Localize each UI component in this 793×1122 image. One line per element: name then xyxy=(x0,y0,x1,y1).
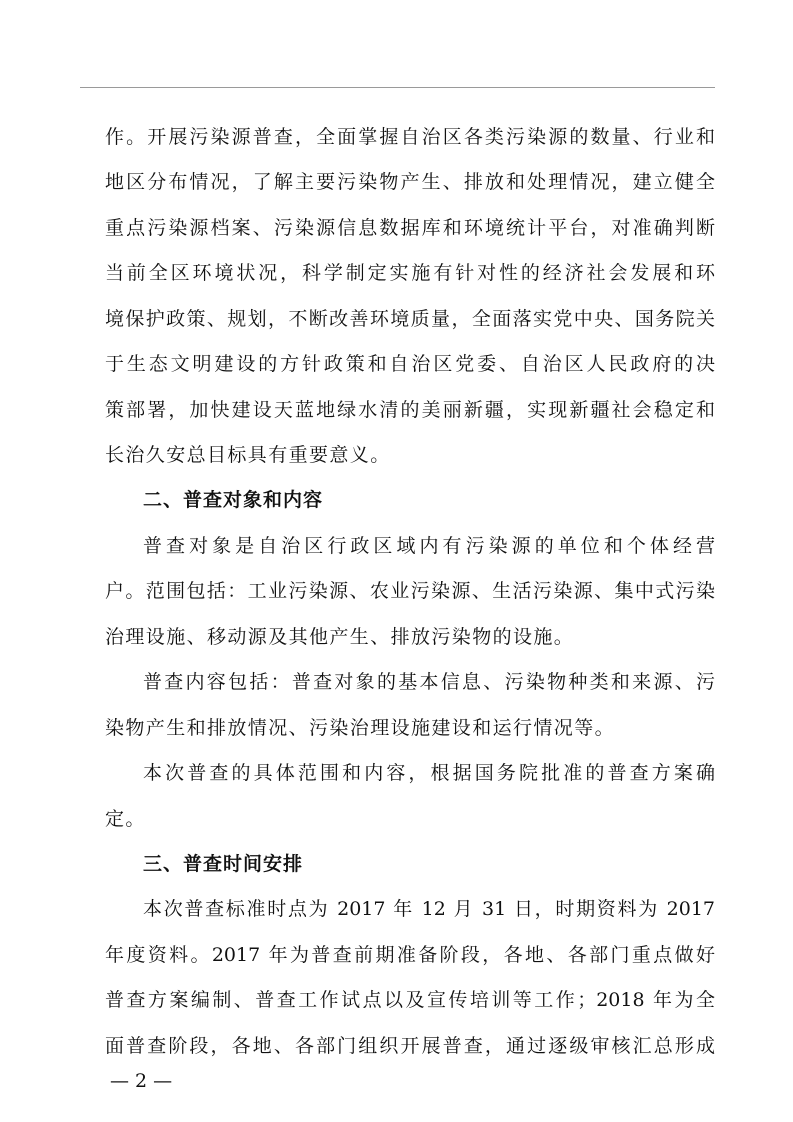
body-line: 本次普查的具体范围和内容，根据国务院批准的普查方案确 xyxy=(143,762,715,784)
page-number: — 2 — xyxy=(110,1070,173,1092)
section-heading: 二、普查对象和内容 xyxy=(143,489,324,511)
body-line: 普查方案编制、普查工作试点以及宣传培训等工作；2018 年为全 xyxy=(105,989,715,1011)
body-line: 户。范围包括：工业污染源、农业污染源、生活污染源、集中式污染 xyxy=(105,580,715,602)
body-line: 于生态文明建设的方针政策和自治区党委、自治区人民政府的决 xyxy=(105,353,715,375)
body-line: 治理设施、移动源及其他产生、排放污染物的设施。 xyxy=(105,626,575,648)
body-line: 当前全区环境状况，科学制定实施有针对性的经济社会发展和环 xyxy=(105,262,715,284)
body-line: 面普查阶段，各地、各部门组织开展普查，通过逐级审核汇总形成 xyxy=(105,1035,715,1057)
body-line: 策部署，加快建设天蓝地绿水清的美丽新疆，实现新疆社会稳定和 xyxy=(105,399,715,421)
body-line: 普查对象是自治区行政区域内有污染源的单位和个体经营 xyxy=(143,535,715,557)
section-heading: 三、普查时间安排 xyxy=(143,853,304,875)
body-line: 地区分布情况，了解主要污染物产生、排放和处理情况，建立健全 xyxy=(105,171,715,193)
body-line: 长治久安总目标具有重要意义。 xyxy=(105,444,391,466)
body-line: 本次普查标准时点为 2017 年 12 月 31 日，时期资料为 2017 xyxy=(143,898,715,920)
header-rule xyxy=(80,87,715,88)
body-line: 普查内容包括：普查对象的基本信息、污染物种类和来源、污 xyxy=(143,671,715,693)
body-line: 境保护政策、规划，不断改善环境质量，全面落实党中央、国务院关 xyxy=(105,308,715,330)
body-line: 定。 xyxy=(105,808,146,830)
body-line: 年度资料。2017 年为普查前期准备阶段，各地、各部门重点做好 xyxy=(105,944,715,966)
body-line: 重点污染源档案、污染源信息数据库和环境统计平台，对准确判断 xyxy=(105,217,715,239)
body-line: 作。开展污染源普查，全面掌握自治区各类污染源的数量、行业和 xyxy=(105,126,715,148)
body-line: 染物产生和排放情况、污染治理设施建设和运行情况等。 xyxy=(105,717,616,739)
